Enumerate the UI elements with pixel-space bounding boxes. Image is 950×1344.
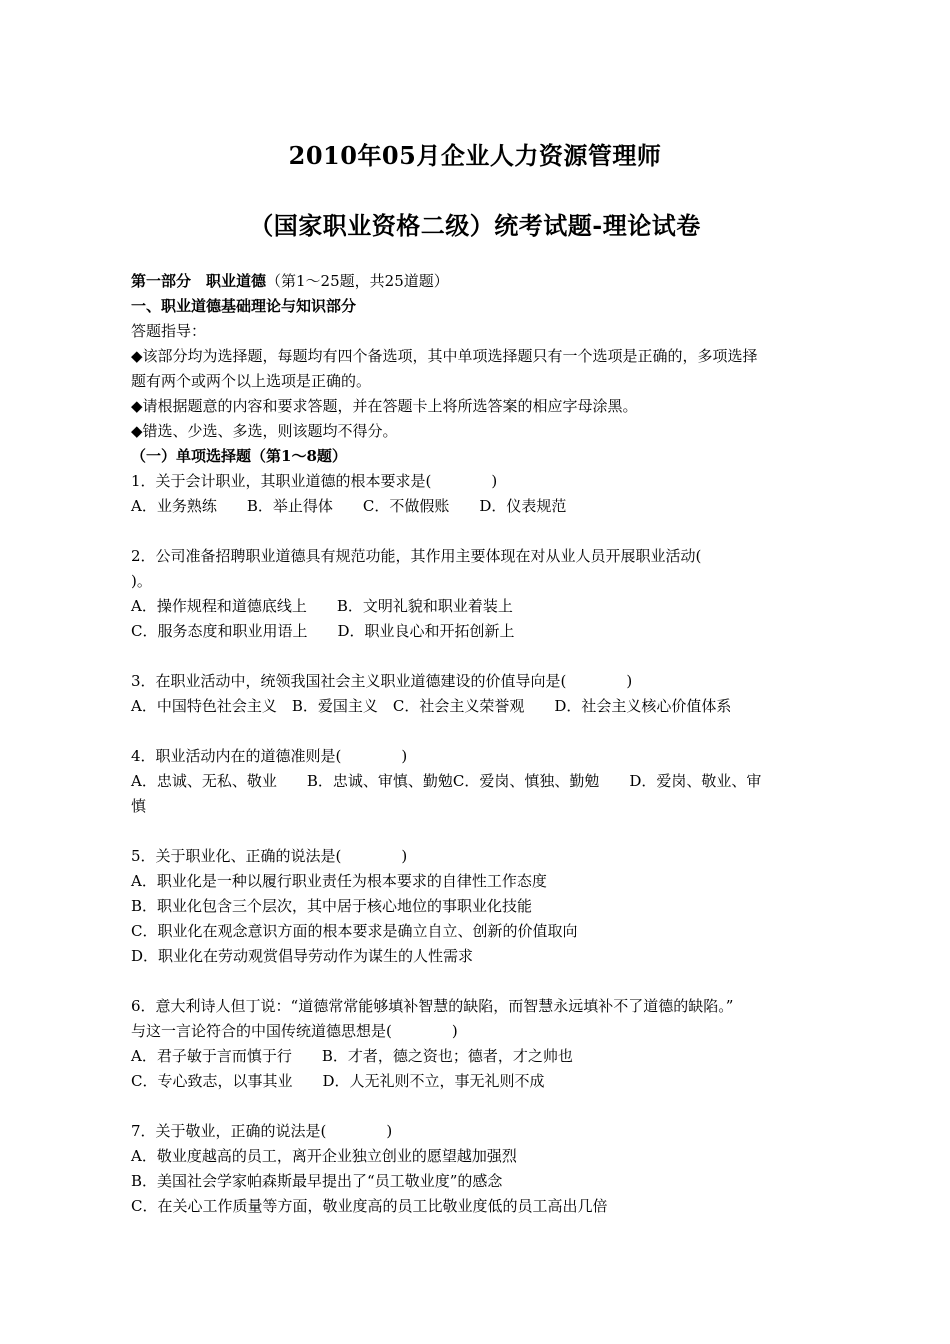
exam-title-line-1: 2010年05月企业人力资源管理师 — [288, 141, 662, 170]
question-options: A．君子敏于言而慎于行 B．才者，德之资也；德者，才之帅也 — [131, 1047, 573, 1065]
question-stem: 5．关于职业化、正确的说法是( ) — [131, 847, 408, 865]
question-option: D．职业化在劳动观赏倡导劳动作为谋生的人性需求 — [131, 947, 474, 965]
instruction-line: ◆错选、少选、多选，则该题均不得分。 — [131, 422, 398, 440]
single-choice-heading: （一）单项选择题（第1～8题） — [131, 447, 347, 465]
question-stem: 2．公司准备招聘职业道德具有规范功能，其作用主要体现在对从业人员开展职业活动( — [131, 547, 702, 565]
exam-content — [131, 269, 841, 1219]
question-options: A．操作规程和道德底线上 B．文明礼貌和职业着装上 — [131, 597, 513, 615]
question-option: B．美国社会学家帕森斯最早提出了“员工敬业度”的感念 — [131, 1172, 503, 1190]
question-options: 慎 — [131, 797, 147, 815]
question-stem: 4．职业活动内在的道德准则是( ) — [131, 747, 408, 765]
instruction-line: ◆该部分均为选择题，每题均有四个备选项，其中单项选择题只有一个选项是正确的，多项选择 — [131, 347, 758, 365]
question-options: C．服务态度和职业用语上 D．职业良心和开拓创新上 — [131, 622, 515, 640]
question-option: A．职业化是一种以履行职业责任为根本要求的自律性工作态度 — [131, 872, 547, 890]
section-heading: 一、职业道德基础理论与知识部分 — [131, 297, 357, 315]
exam-title-line-2: （国家职业资格二级）统考试题-理论试卷 — [249, 211, 701, 240]
part-heading-title: 第一部分 职业道德 — [131, 272, 267, 290]
question-stem: 1．关于会计职业，其职业道德的根本要求是( ) — [131, 472, 498, 490]
question-options: A．业务熟练 B．举止得体 C．不做假账 D．仪表规范 — [131, 497, 567, 515]
question-options: A．中国特色社会主义 B．爱国主义 C．社会主义荣誉观 D．社会主义核心价值体系 — [131, 697, 732, 715]
question-options: C．专心致志，以事其业 D．人无礼则不立，事无礼则不成 — [131, 1072, 545, 1090]
question-stem: 3．在职业活动中，统领我国社会主义职业道德建设的价值导向是( ) — [131, 672, 633, 690]
question-option: B．职业化包含三个层次，其中居于核心地位的事职业化技能 — [131, 897, 533, 915]
question-stem: 7．关于敬业，正确的说法是( ) — [131, 1122, 393, 1140]
question-stem-continued: )。 — [131, 572, 152, 590]
question-options: A．忠诚、无私、敬业 B．忠诚、审慎、勤勉C．爱岗、慎独、勤勉 D．爱岗、敬业、审 — [131, 772, 762, 790]
question-option: C．在关心工作质量等方面，敬业度高的员工比敬业度低的员工高出几倍 — [131, 1197, 608, 1215]
question-stem-continued: 与这一言论符合的中国传统道德思想是( ) — [131, 1022, 458, 1040]
part-heading-note: （第1～25题，共25道题） — [266, 272, 449, 290]
question-option: A．敬业度越高的员工，离开企业独立创业的愿望越加强烈 — [131, 1147, 517, 1165]
instructions-label: 答题指导： — [131, 322, 207, 340]
part-heading — [131, 269, 841, 294]
instruction-line: 题有两个或两个以上选项是正确的。 — [131, 372, 372, 390]
instruction-line: ◆请根据题意的内容和要求答题，并在答题卡上将所选答案的相应字母涂黑。 — [131, 397, 638, 415]
question-stem: 6．意大利诗人但丁说：“道德常常能够填补智慧的缺陷，而智慧永远填补不了道德的缺陷。” — [131, 997, 734, 1015]
question-option: C．职业化在观念意识方面的根本要求是确立自立、创新的价值取向 — [131, 922, 578, 940]
